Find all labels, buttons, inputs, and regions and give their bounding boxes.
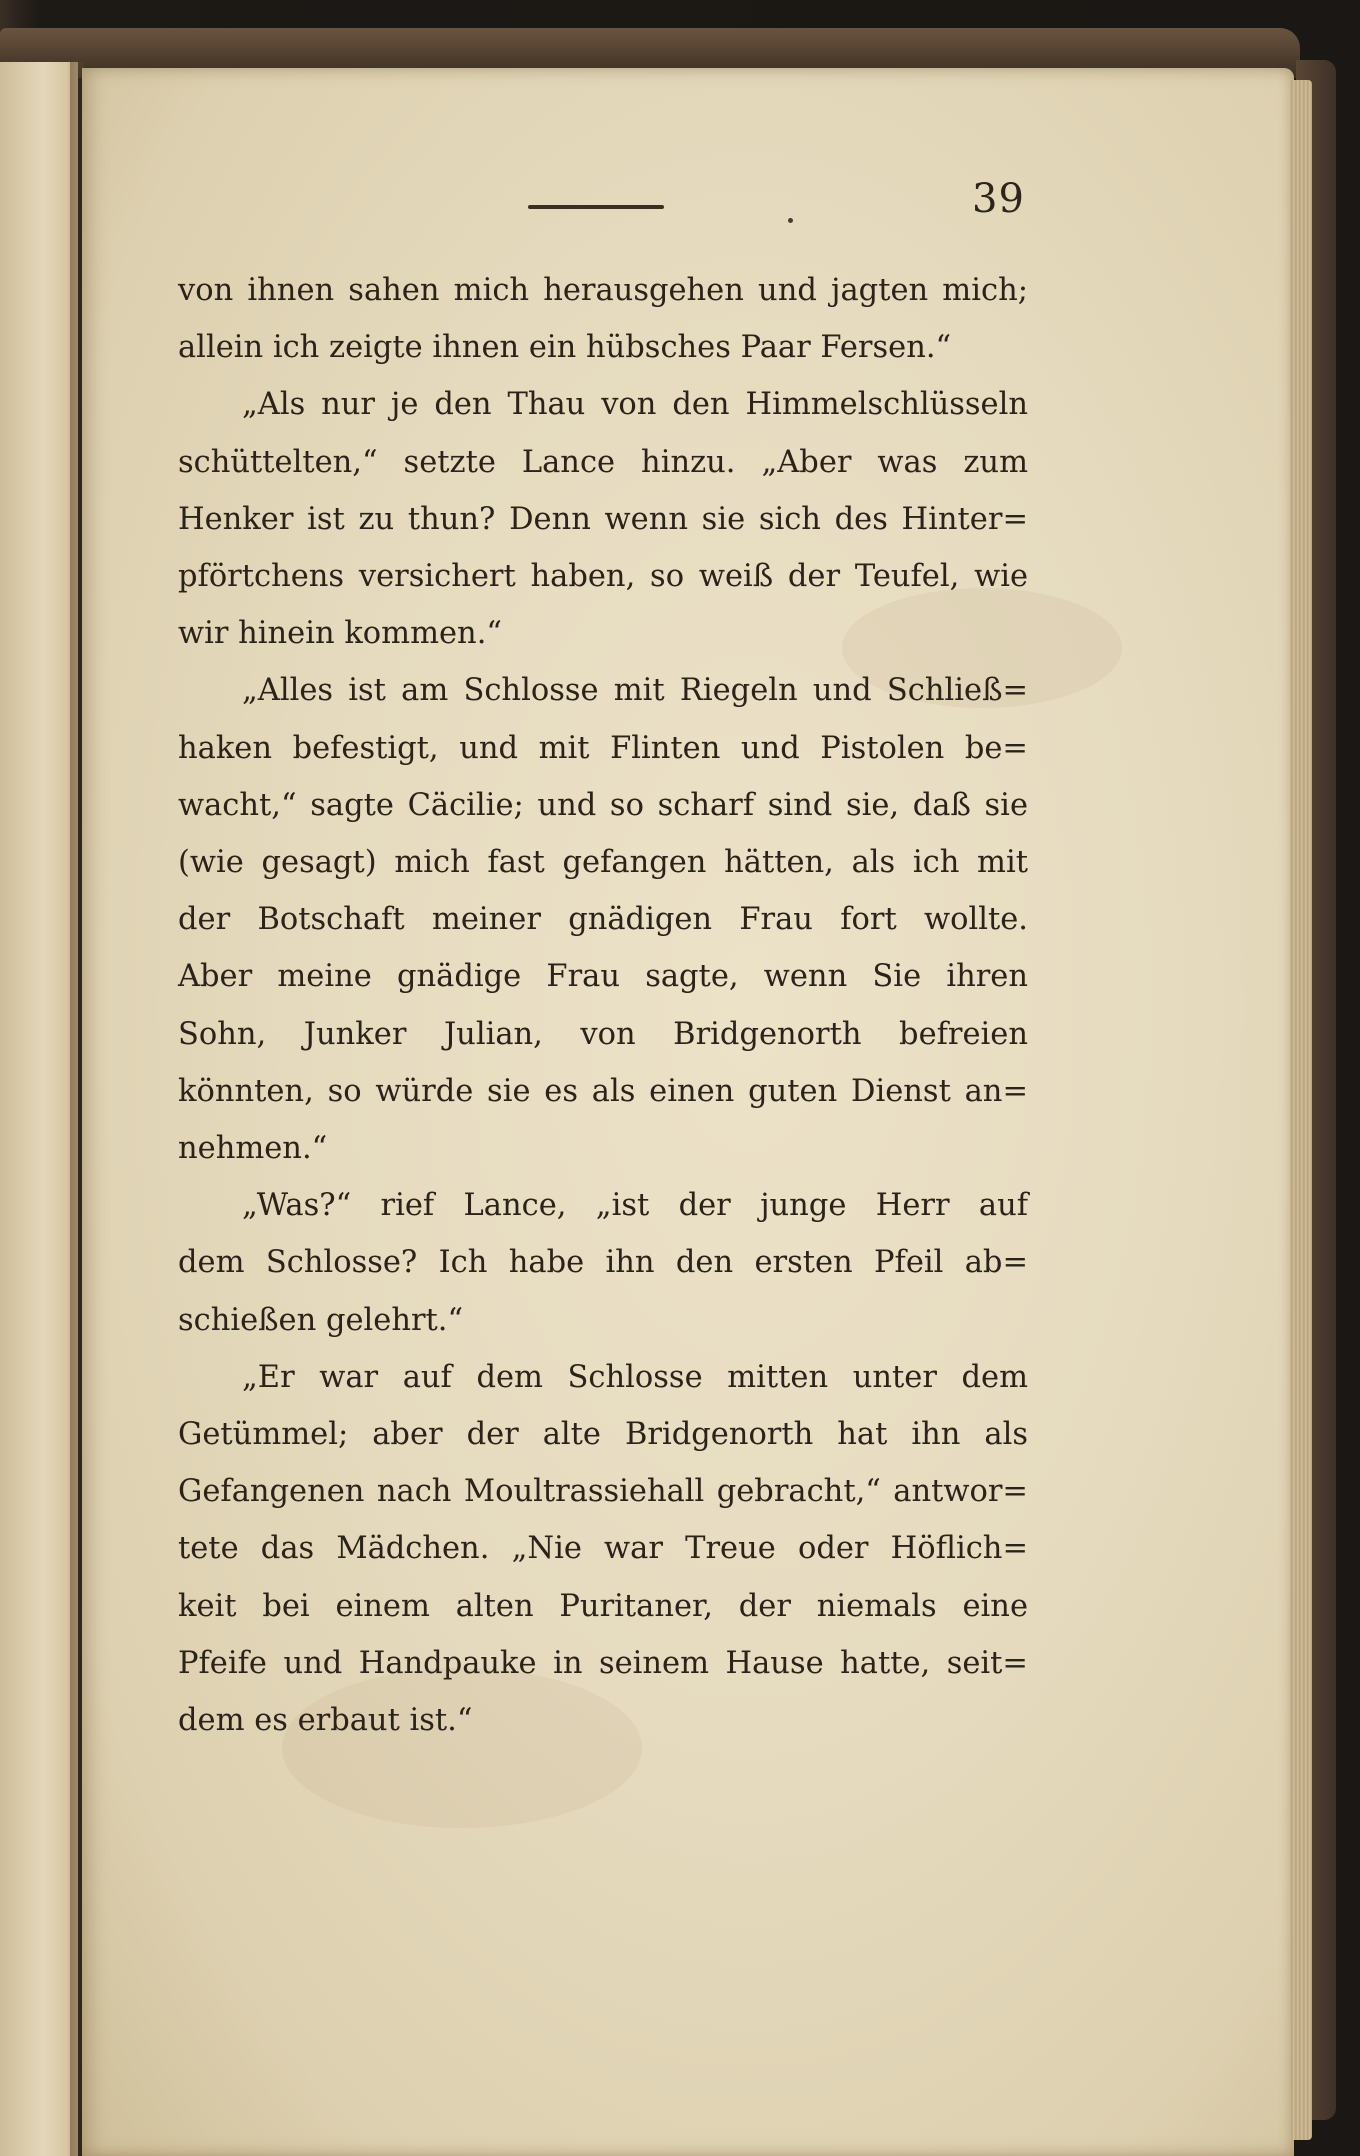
- text-line: nehmen.“: [178, 1131, 328, 1167]
- text-line: „Was?“ rief Lance, „ist der junge Herr auf: [242, 1188, 1028, 1224]
- text-line: Gefangenen nach Moultrassiehall gebracht,“ antwor=: [178, 1474, 1028, 1510]
- text-line: Aber meine gnädige Frau sagte, wenn Sie ihren: [178, 959, 1028, 995]
- text-line: schüttelten,“ setzte Lance hinzu. „Aber was zum: [178, 444, 1028, 480]
- text-line: „Er war auf dem Schlosse mitten unter dem: [242, 1359, 1028, 1395]
- text-line: Getümmel; aber der alte Bridgenorth hat ihn als: [178, 1417, 1028, 1453]
- text-line: der Botschaft meiner gnädigen Frau fort wollte.: [178, 902, 1028, 938]
- text-line: allein ich zeigte ihnen ein hübsches Paar Fersen.“: [178, 330, 952, 366]
- text-line: von ihnen sahen mich herausgehen und jagten mich;: [178, 273, 1028, 308]
- text-line: „Als nur je den Thau von den Himmelschlüsseln: [242, 387, 1028, 423]
- page-edges: [1290, 80, 1312, 2140]
- page-number: 39: [972, 176, 1025, 222]
- text-line: haken befestigt, und mit Flinten und Pistolen be=: [178, 730, 1028, 766]
- text-line: pförtchens versichert haben, so weiß der Teufel, wie: [178, 559, 1028, 595]
- header-dot: [788, 218, 793, 223]
- text-line: dem Schlosse? Ich habe ihn den ersten Pfeil ab=: [178, 1245, 1028, 1281]
- text-line: Sohn, Junker Julian, von Bridgenorth befreien: [178, 1016, 1028, 1052]
- text-line: dem es erbaut ist.“: [178, 1703, 473, 1739]
- text-line: Henker ist zu thun? Denn wenn sie sich des Hinter=: [178, 501, 1028, 537]
- body-text: [178, 262, 1028, 1749]
- facing-page-edge: [0, 62, 78, 2156]
- text-line: „Alles ist am Schlosse mit Riegeln und Schließ=: [242, 673, 1028, 709]
- text-line: wir hinein kommen.“: [178, 616, 502, 652]
- text-line: tete das Mädchen. „Nie war Treue oder Höflich=: [178, 1531, 1028, 1567]
- text-line: schießen gelehrt.“: [178, 1302, 464, 1338]
- text-line: (wie gesagt) mich fast gefangen hätten, als ich mit: [178, 845, 1028, 881]
- text-line: keit bei einem alten Puritaner, der niemals eine: [178, 1588, 1028, 1624]
- text-line: wacht,“ sagte Cäcilie; und so scharf sind sie, daß sie: [178, 787, 1028, 823]
- header-rule: [528, 205, 664, 209]
- text-line: könnten, so würde sie es als einen guten Dienst an=: [178, 1073, 1028, 1109]
- text-line: Pfeife und Handpauke in seinem Hause hatte, seit=: [178, 1645, 1028, 1681]
